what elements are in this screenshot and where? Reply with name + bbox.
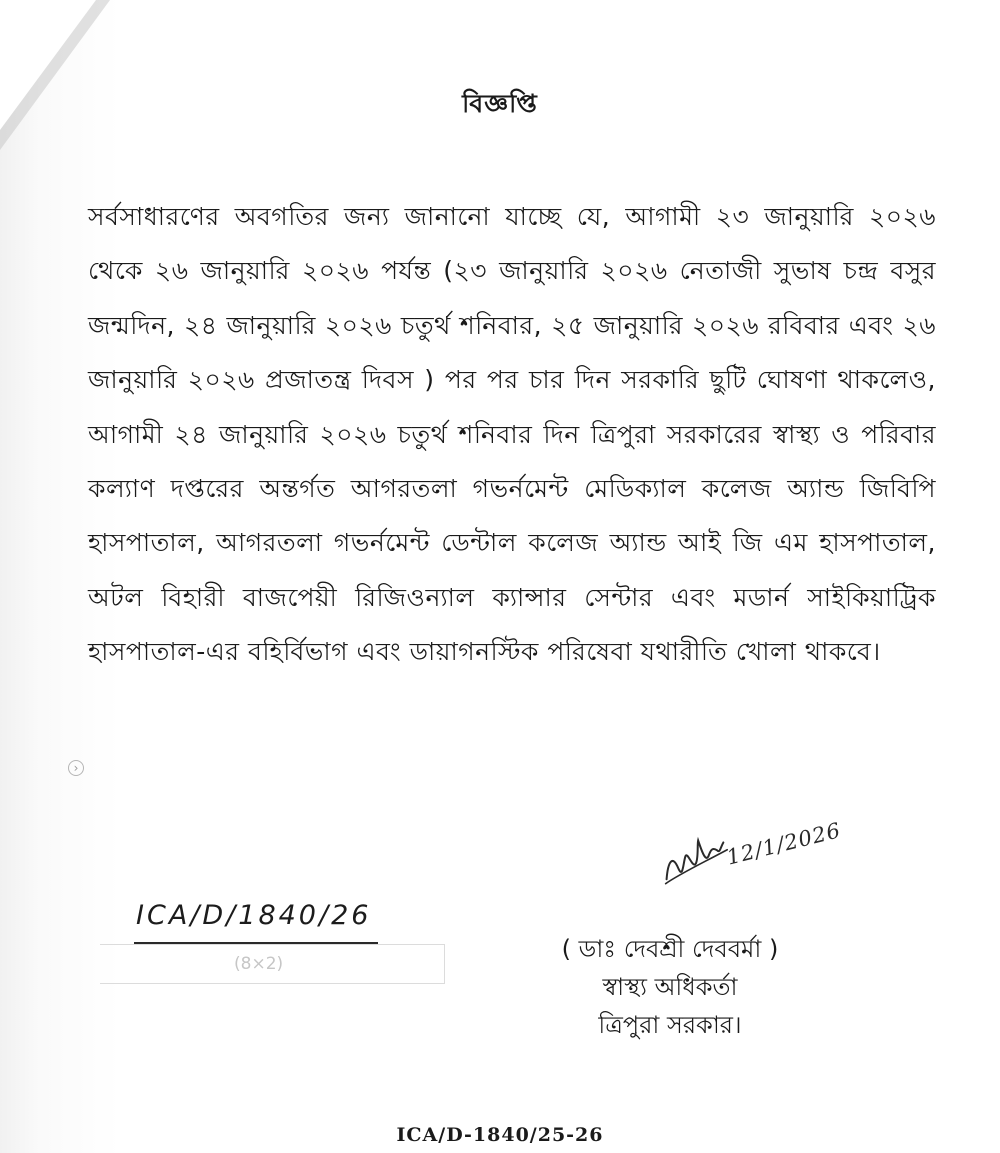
handwritten-signature bbox=[649, 788, 853, 912]
officer-block bbox=[520, 930, 820, 1044]
signature-date: 12/1/2026 bbox=[724, 818, 844, 870]
punch-hole-icon: › bbox=[68, 760, 84, 776]
officer-name: ( ডাঃ দেবশ্রী দেববর্মা ) bbox=[561, 935, 779, 963]
notice-body: সর্বসাধারণের অবগতির জন্য জানানো যাচ্ছে যে, আগামী ২৩ জানুয়ারি ২০২৬ থেকে ২৬ জানুয়ারি ২০২৬ পর্যন্ত (২৩ জানুয়ারি ২০২৬ নেতাজী সুভাষ চন্দ্র বসুর জন্মদিন, ২৪ জানুয়ারি ২০২৬ চতুর্থ শনিবার, ২৫ জানুয়ারি ২০২৬ রবিবার এবং ২৬ জানুয়ারি ২০২৬ প্রজাতন্ত্র দিবস ) পর পর চার দিন সরকারি ছুটি ঘোষণা থাকলেও, আগামী ২৪ জানুয়ারি ২০২৬ চতুর্থ শনিবার দিন ত্রিপুরা সরকারের স্বাস্থ্য ও পরিবার কল্যাণ দপ্তরের অন্তর্গত আগরতলা গভর্নমেন্ট মেডিক্যাল কলেজ অ্যান্ড জিবিপি হাসপাতাল, আগরতলা গভর্নমেন্ট ডেন্টাল কলেজ অ্যান্ড আই জি এম হাসপাতাল, অটল বিহারী বাজপেয়ী রিজিওন্যাল ক্যান্সার সেন্টার এবং মডার্ন সাইকিয়াট্রিক হাসপাতাল-এর বহির্বিভাগ এবং ডায়াগনস্টিক পরিষেবা যথারীতি খোলা থাকবে। bbox=[88, 202, 936, 667]
faded-stamp-text: (8×2) bbox=[234, 954, 284, 974]
officer-office: ত্রিপুরা সরকার। bbox=[598, 1011, 742, 1039]
notice-title: বিজ্ঞপ্তি bbox=[462, 89, 538, 118]
handwritten-reference: ICA/D/1840/26 bbox=[136, 900, 372, 931]
footer-reference: ICA/D-1840/25-26 bbox=[396, 1124, 604, 1146]
officer-designation: স্বাস্থ্য অধিকর্তা bbox=[602, 973, 738, 1001]
